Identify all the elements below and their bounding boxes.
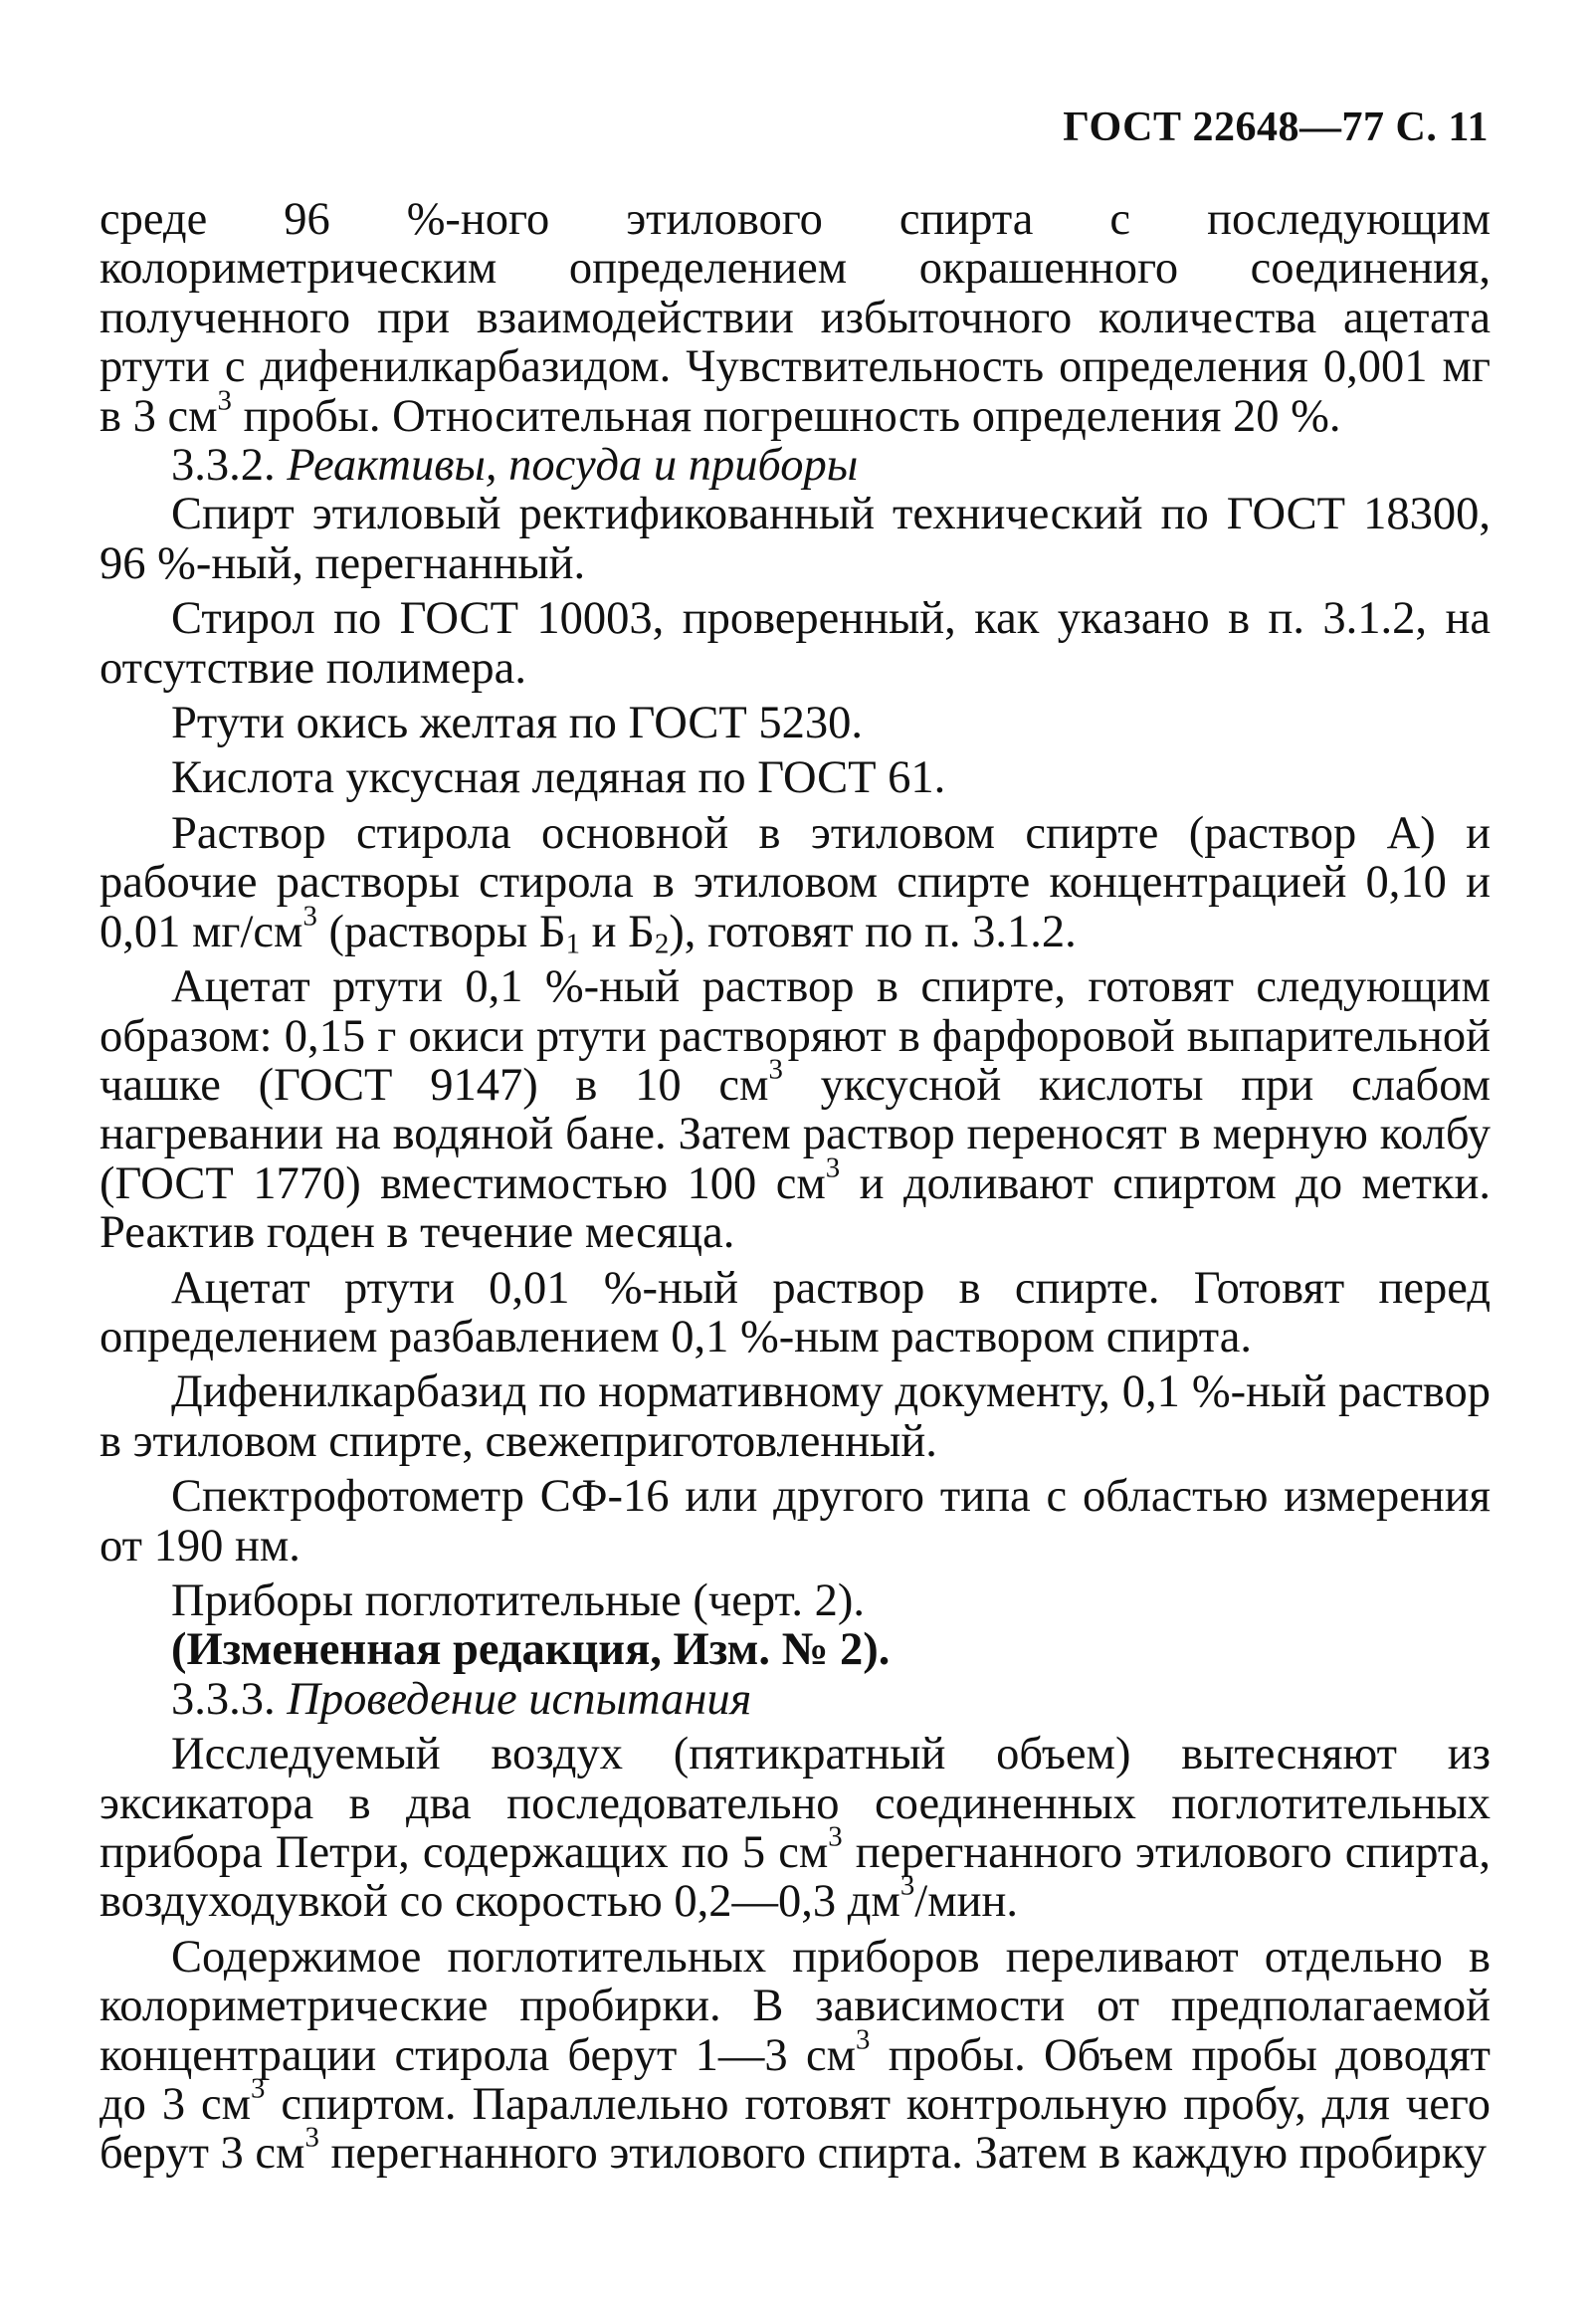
section-heading-3-3-2: 3.3.2. Реактивы, посуда и приборы bbox=[171, 440, 859, 492]
paragraph-spectrophotometer: Спектрофотометр СФ-16 или другого типа с областью измерения от 190 нм. bbox=[100, 1471, 1491, 1571]
paragraph-mercury-oxide: Ртути окись желтая по ГОСТ 5230. bbox=[171, 698, 864, 749]
section-heading-3-3-3: 3.3.3. Проведение испытания bbox=[171, 1673, 752, 1725]
paragraph-revision-note: (Измененная редакция, Изм. № 2). bbox=[171, 1624, 891, 1676]
paragraph-styrene: Стирол по ГОСТ 10003, проверенный, как указано в п. 3.1.2, на отсутствие полимера. bbox=[100, 593, 1491, 694]
page-header: ГОСТ 22648—77 С. 11 bbox=[1063, 105, 1489, 150]
paragraph-styrene-solutions: Раствор стирола основной в этиловом спирте (раствор А) и рабочие растворы стирола в этиловом спирте концентрацией 0,10 и 0,01 $мг/см^3$ (растворы $Б_1$ и $Б_2$), готовят по п. 3.1.2. bbox=[100, 807, 1491, 960]
paragraph-mercury-acetate-01: Ацетат ртути 0,1 %-ный раствор в спирте, готовят следующим образом: 0,15 г окиси ртути растворяют в фарфоровой выпарительной чашке (ГОСТ 9147) в 10 $см^3$ уксусной кислоты при слабом нагревании на водяной бане. Затем раствор переносят в мерную колбу (ГОСТ 1770) вместимостью 100 $см^3$ и доливают спиртом до метки. Реактив годен в течение месяца. bbox=[100, 961, 1492, 1259]
paragraph-sample-transfer: Содержимое поглотительных приборов переливают отдельно в колориметрические пробирки. В зависимости от предполагаемой концентрации стирола берут 1—3 $см^3$ пробы. Объем пробы доводят до 3 $см^3$ спиртом. Параллельно готовят контрольную пробу, для чего берут 3 $см^3$ перегнанного этилового спирта. Затем в каждую пробирку bbox=[100, 1931, 1492, 2180]
paragraph-absorbers: Приборы поглотительные (черт. 2). bbox=[171, 1574, 865, 1626]
paragraph-diphenylcarbazide: Дифенилкарбазид по нормативному документу, 0,1 %-ный раствор в этиловом спирте, свежеприготовленный. bbox=[100, 1366, 1491, 1467]
paragraph-acetic-acid: Кислота уксусная ледяная по ГОСТ 61. bbox=[171, 752, 946, 804]
document-body bbox=[100, 195, 1491, 2179]
paragraph-ethanol: Спирт этиловый ректификованный технический по ГОСТ 18300, 96 %-ный, перегнанный. bbox=[100, 489, 1491, 589]
paragraph-mercury-acetate-001: Ацетат ртути 0,01 %-ный раствор в спирте. Готовят перед определением разбавлением 0,1 %-ным раствором спирта. bbox=[100, 1262, 1491, 1362]
paragraph-method-continuation: среде 96 %-ного этилового спирта с последующим колориметрическим определением окрашенного соединения, полученного при взаимодействии избыточного количества ацетата ртути с дифенилкарбазидом. Чувствительность определения 0,001 мг в 3 $см^3$ пробы. Относительная погрешность определения 20 %. bbox=[100, 194, 1491, 442]
paragraph-air-displacement: Исследуемый воздух (пятикратный объем) вытесняют из эксикатора в два последовательно соединенных поглотительных прибора Петри, содержащих по 5 $см^3$ перегнанного этилового спирта, воздуходувкой со скоростью 0,2—0,3 $дм^3$/мин. bbox=[100, 1729, 1491, 1928]
